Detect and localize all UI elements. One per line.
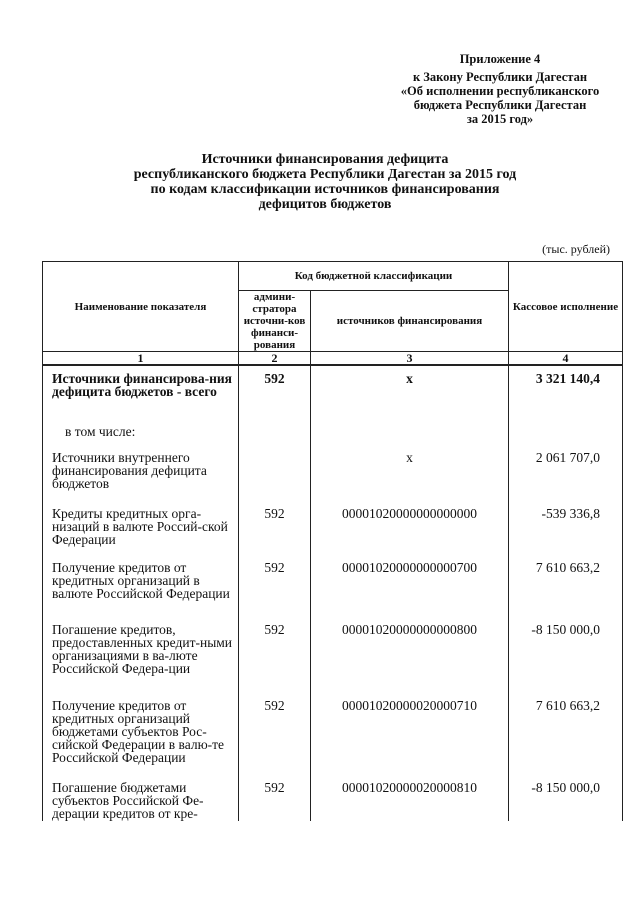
table-row bbox=[43, 555, 623, 617]
column-number: 4 bbox=[509, 352, 623, 366]
row-amount bbox=[509, 419, 623, 445]
row-amount: 2 061 707,0 bbox=[509, 445, 623, 501]
appendix-line: «Об исполнении республиканского bbox=[400, 84, 600, 98]
row-amount: -539 336,8 bbox=[509, 501, 623, 555]
row-name: в том числе: bbox=[43, 419, 239, 445]
sources-table bbox=[42, 261, 623, 821]
header-execution: Кассовое исполнение bbox=[509, 262, 623, 352]
header-name: Наименование показателя bbox=[43, 262, 239, 352]
row-admin: 592 bbox=[239, 365, 311, 419]
row-code: 00001020000020000710 bbox=[311, 693, 509, 775]
appendix-title: Приложение 4 bbox=[459, 52, 541, 66]
row-admin: 592 bbox=[239, 555, 311, 617]
row-name: Погашение бюджетами субъектов Российской Фе-дерации кредитов от кре- bbox=[43, 775, 239, 821]
table-row bbox=[43, 445, 623, 501]
row-code: 00001020000000000000 bbox=[311, 501, 509, 555]
row-admin bbox=[239, 419, 311, 445]
row-admin: 592 bbox=[239, 775, 311, 821]
row-amount: 3 321 140,4 bbox=[509, 365, 623, 419]
table-row bbox=[43, 775, 623, 821]
table-row bbox=[43, 501, 623, 555]
column-number: 1 bbox=[43, 352, 239, 366]
row-code: 00001020000000000700 bbox=[311, 555, 509, 617]
row-name: Получение кредитов от кредитных организаций в валюте Российской Федерации bbox=[43, 555, 239, 617]
units-label: (тыс. рублей) bbox=[542, 242, 610, 256]
title-line: по кодам классификации источников финансирования bbox=[150, 182, 500, 197]
row-name: Источники финансирова-ния дефицита бюджетов - всего bbox=[43, 365, 239, 419]
document-title bbox=[100, 152, 550, 212]
table-row bbox=[43, 419, 623, 445]
appendix-line: бюджета Республики Дагестан bbox=[413, 98, 587, 112]
row-amount: -8 150 000,0 bbox=[509, 775, 623, 821]
table-row bbox=[43, 693, 623, 775]
row-name: Кредиты кредитных орга-низаций в валюте Россий-ской Федерации bbox=[43, 501, 239, 555]
table-row bbox=[43, 617, 623, 693]
appendix-line: за 2015 год» bbox=[466, 112, 534, 126]
title-line: республиканского бюджета Республики Дагестан за 2015 год bbox=[133, 167, 517, 182]
row-admin bbox=[239, 445, 311, 501]
row-code: x bbox=[311, 365, 509, 419]
row-amount: 7 610 663,2 bbox=[509, 555, 623, 617]
row-admin: 592 bbox=[239, 693, 311, 775]
row-code: 00001020000000000800 bbox=[311, 617, 509, 693]
title-line: дефицитов бюджетов bbox=[258, 197, 392, 212]
appendix-line: к Закону Республики Дагестан bbox=[412, 70, 588, 84]
row-name: Получение кредитов от кредитных организаций бюджетами субъектов Рос-сийской Федерации в валю-те Российской Федерации bbox=[43, 693, 239, 775]
row-code: 00001020000020000810 bbox=[311, 775, 509, 821]
header-sources: источников финансирования bbox=[311, 291, 509, 352]
table-row bbox=[43, 365, 623, 419]
row-name: Погашение кредитов, предоставленных кредит-ными организациями в ва-люте Российской Федера-ции bbox=[43, 617, 239, 693]
row-admin: 592 bbox=[239, 501, 311, 555]
column-number: 2 bbox=[239, 352, 311, 366]
row-amount: -8 150 000,0 bbox=[509, 617, 623, 693]
row-code bbox=[311, 419, 509, 445]
row-admin: 592 bbox=[239, 617, 311, 693]
appendix-block bbox=[380, 52, 620, 126]
row-amount: 7 610 663,2 bbox=[509, 693, 623, 775]
column-number: 3 bbox=[311, 352, 509, 366]
header-code: Код бюджетной классификации bbox=[239, 262, 509, 291]
row-code: x bbox=[311, 445, 509, 501]
header-admin: админи-стратора источни-ков финанси-рования bbox=[239, 291, 311, 352]
row-name: Источники внутреннего финансирования дефицита бюджетов bbox=[43, 445, 239, 501]
title-line: Источники финансирования дефицита bbox=[201, 152, 449, 167]
